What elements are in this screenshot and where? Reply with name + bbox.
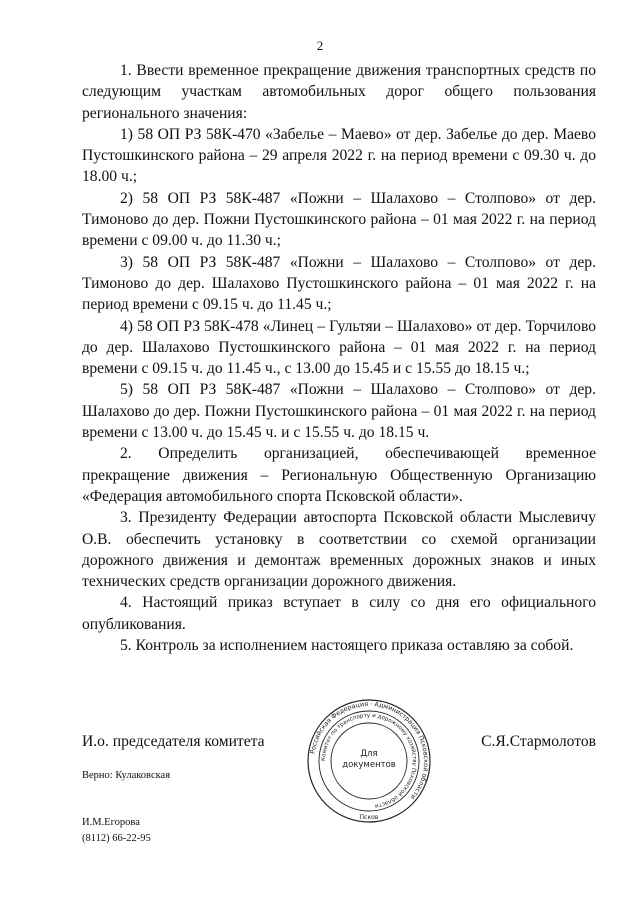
paragraph-item-1: 1) 58 ОП РЗ 58К-470 «Забелье – Маево» от дер. Забелье до дер. Маево Пустошкинского района – 29 апреля 2022 г. на период времени с 09.30 ч. до 18.00 ч.; bbox=[82, 125, 596, 186]
paragraph-intro: 1. Ввести временное прекращение движения транспортных средств по следующим участкам автомобильных дорог общего пользования регионального значения: bbox=[82, 62, 596, 122]
executor-phone: (8112) 66-22-95 bbox=[82, 833, 151, 844]
paragraph-clause-3: 3. Президенту Федерации автоспорта Псковской области Мыслевичу О.В. обеспечить установку в соответствии со схемой организации дорожного движения и демонтаж временных дорожных знаков и иных технических средств организации дорожного движения. bbox=[82, 509, 596, 591]
signatory-name: С.Я.Стармолотов bbox=[481, 733, 596, 750]
order-body bbox=[82, 60, 596, 656]
executor-block bbox=[82, 815, 151, 847]
stamp-center-line1: Для bbox=[360, 749, 378, 759]
paragraph-item-5: 5) 58 ОП РЗ 58К-487 «Пожни – Шалахово – Столпово» от дер. Шалахово до дер. Пожни Пустошкинского района – 01 мая 2022 г. на период времени с 13.00 ч. до 15.45 ч. и с 15.55 ч. до 18.15 ч. bbox=[82, 381, 596, 442]
paragraph-clause-4: 4. Настоящий приказ вступает в силу со дня его официального опубликования. bbox=[82, 594, 596, 633]
stamp-inner-text: Комитет по транспорту и дорожному хозяйству Псковской области bbox=[320, 712, 418, 809]
page-number: 2 bbox=[316, 38, 324, 53]
paragraph-item-4: 4) 58 ОП РЗ 58К-478 «Линец – Гультяи – Шалахово» от дер. Торчилово до дер. Шалахово Пустошкинского района – 01 мая 2022 г. на период времени с 09.15 ч. до 11.45 ч., с 13.00 до 15.45 и с 15.55 до 18.15 ч.; bbox=[82, 317, 596, 378]
stamp-outer-text: Российская Федерация · Администрация Псковской области bbox=[308, 699, 431, 802]
stamp-city: Псков bbox=[359, 814, 379, 821]
official-stamp-icon bbox=[305, 697, 433, 825]
paragraph-clause-5: 5. Контроль за исполнением настоящего приказа оставляю за собой. bbox=[120, 637, 574, 655]
executor-name: И.М.Егорова bbox=[82, 817, 140, 828]
paragraph-item-3: 3) 58 ОП РЗ 58К-487 «Пожни – Шалахово – Столпово» от дер. Тимоново до дер. Шалахово Пустошкинского района – 01 мая 2022 г. на период времени с 09.15 ч. до 11.45 ч.; bbox=[82, 253, 596, 314]
verification-note: Верно: Кулаковская bbox=[82, 770, 171, 781]
paragraph-clause-2: 2. Определить организацией, обеспечивающей временное прекращение движения – Региональную Общественную Организацию «Федерация автомобильного спорта Псковской области». bbox=[82, 445, 596, 505]
signatory-position: И.о. председателя комитета bbox=[82, 733, 265, 750]
stamp-center-line2: документов bbox=[342, 760, 396, 770]
paragraph-item-2: 2) 58 ОП РЗ 58К-487 «Пожни – Шалахово – Столпово» от дер. Тимоново до дер. Пожни Пустошкинского района – 01 мая 2022 г. на период времени с 09.00 ч. до 11.30 ч.; bbox=[82, 189, 596, 250]
